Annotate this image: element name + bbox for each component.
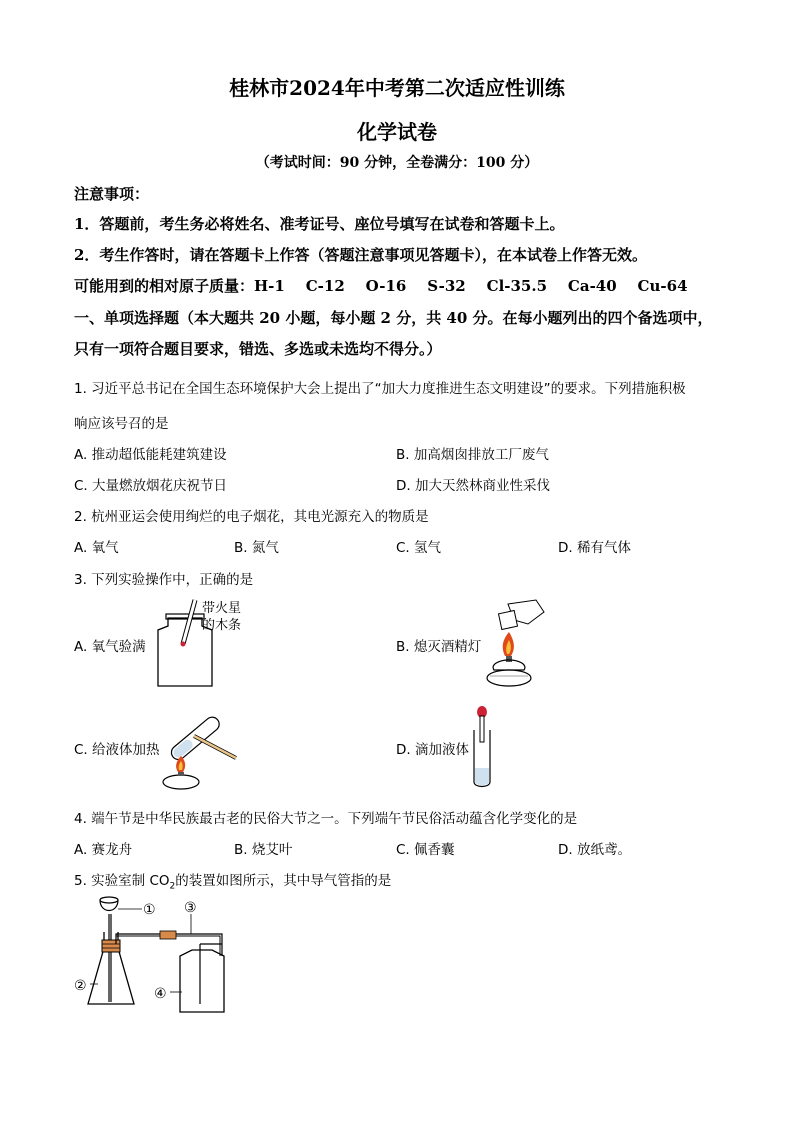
q5-stem-pre: 5. 实验室制 CO xyxy=(74,873,170,889)
section-heading-line2: 只有一项符合题目要求，错选、多选或未选均不得分。） xyxy=(74,340,442,358)
q2-option-b: B. 氮气 xyxy=(234,540,279,556)
q2-option-a: A. 氧气 xyxy=(74,540,119,556)
dropper-figure xyxy=(468,706,498,792)
q2-option-d: D. 稀有气体 xyxy=(558,540,631,556)
q1-option-b: B. 加高烟囱排放工厂废气 xyxy=(396,447,549,463)
splint-label-1: 带火星 xyxy=(202,601,242,616)
atomic-masses: 可能用到的相对原子质量：H-1 C-12 O-16 S-32 Cl-35.5 Ca-40 Cu-64 xyxy=(74,277,688,295)
label-1: ① xyxy=(143,902,156,918)
label-3: ③ xyxy=(184,900,197,916)
notice-heading: 注意事项： xyxy=(74,185,150,203)
label-4: ④ xyxy=(154,986,167,1002)
splint-label-2: 的木条 xyxy=(202,618,242,633)
notice-item-1: 1．答题前，考生务必将姓名、准考证号、座位号填写在试卷和答题卡上。 xyxy=(74,215,565,233)
co2-apparatus-figure xyxy=(72,894,242,1024)
exam-title: 桂林市2024年中考第二次适应性训练 xyxy=(229,76,565,100)
q4-stem: 4. 端午节是中华民族最古老的民俗大节之一。下列端午节民俗活动蕴含化学变化的是 xyxy=(74,811,578,827)
q5-stem-post: 的装置如图所示，其中导气管指的是 xyxy=(175,873,392,889)
notice-item-2: 2．考生作答时，请在答题卡上作答（答题注意事项见答题卡），在本试卷上作答无效。 xyxy=(74,246,647,264)
q1-option-d: D. 加大天然林商业性采伐 xyxy=(396,478,550,494)
q4-option-c: C. 佩香囊 xyxy=(396,842,455,858)
q5-stem xyxy=(74,869,391,892)
section-heading-line1: 一、单项选择题（本大题共 20 小题，每小题 2 分，共 40 分。在每小题列出的四个备选项中， xyxy=(74,309,713,327)
q4-option-b: B. 烧艾叶 xyxy=(234,842,293,858)
label-2: ② xyxy=(74,978,87,994)
paper-subtitle: 化学试卷 xyxy=(357,120,437,144)
q5-stem-sub: 2 xyxy=(169,881,176,892)
alcohol-lamp-extinguish-figure xyxy=(478,598,548,694)
q4-option-a: A. 赛龙舟 xyxy=(74,842,133,858)
q2-stem: 2. 杭州亚运会使用绚烂的电子烟花，其电光源充入的物质是 xyxy=(74,509,429,525)
q4-option-d: D. 放纸鸢。 xyxy=(558,842,631,858)
exam-info: （考试时间：90 分钟，全卷满分：100 分） xyxy=(255,155,539,171)
q3-option-c: C. 给液体加热 xyxy=(74,742,160,758)
oxygen-test-figure xyxy=(150,596,260,696)
q3-option-d: D. 滴加液体 xyxy=(396,742,469,758)
q1-option-a: A. 推动超低能耗建筑建设 xyxy=(74,447,227,463)
q3-option-b: B. 熄灭酒精灯 xyxy=(396,639,482,655)
q1-stem-line1: 1. 习近平总书记在全国生态环境保护大会上提出了“加大力度推进生态文明建设”的要求。下列措施积极 xyxy=(74,381,686,397)
q3-option-a: A. 氧气验满 xyxy=(74,639,146,655)
heating-liquid-figure xyxy=(158,700,240,796)
q3-stem: 3. 下列实验操作中，正确的是 xyxy=(74,572,254,588)
q1-stem-line2: 响应该号召的是 xyxy=(74,416,169,432)
q1-option-c: C. 大量燃放烟花庆祝节日 xyxy=(74,478,228,494)
q2-option-c: C. 氢气 xyxy=(396,540,442,556)
